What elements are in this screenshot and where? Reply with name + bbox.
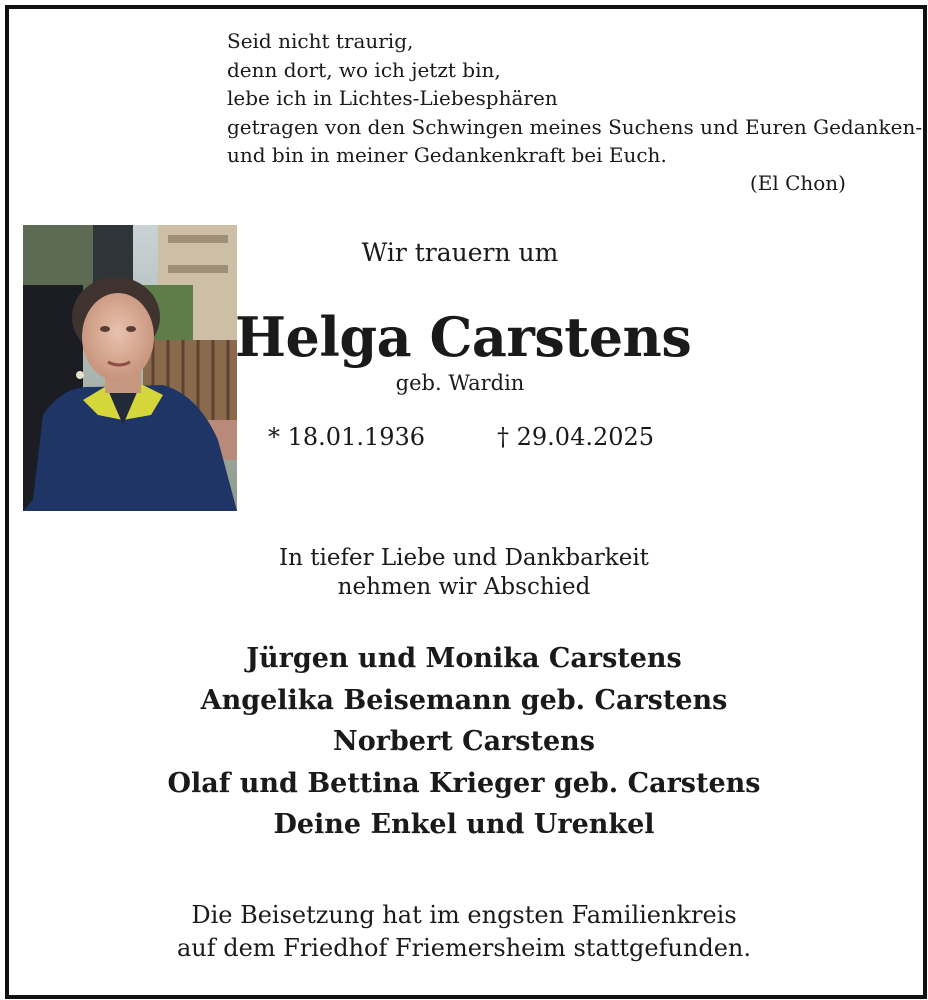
poem-line: denn dort, wo ich jetzt bin, [227,57,501,82]
farewell-text [0,544,928,602]
poem [227,27,923,170]
mourner-name: Jürgen und Monika Carstens [246,643,682,674]
mourners-list [0,638,928,846]
burial-line: auf dem Friedhof Friemersheim stattgefunden. [176,934,752,962]
mourner-name: Olaf und Bettina Krieger geb. Carstens [167,767,761,799]
burial-line: Die Beisetzung hat im engsten Familienkreis [191,901,737,929]
poem-line: lebe ich in Lichtes-Liebesphären [227,86,558,110]
farewell-line: nehmen wir Abschied [337,574,591,600]
poem-line: getragen von den Schwingen meines Suchens und Euren Gedanken- [227,114,923,139]
death-date: † 29.04.2025 [497,423,655,451]
mourner-name: Deine Enkel und Urenkel [273,809,655,840]
poem-line: Seid nicht traurig, [227,29,414,53]
portrait-photo [23,225,237,511]
poem-author: (El Chon) [749,171,846,195]
birth-date: * 18.01.1936 [268,423,426,451]
farewell-line: In tiefer Liebe und Dankbarkeit [279,545,649,571]
notice-intro: Wir trauern um [361,238,559,267]
poem-line: und bin in meiner Gedankenkraft bei Euch. [227,143,667,167]
burial-note [0,899,928,965]
portrait-illustration [23,225,237,511]
maiden-name: geb. Wardin [395,371,525,395]
deceased-name: Helga Carstens [235,305,692,369]
mourner-name: Angelika Beisemann geb. Carstens [200,684,728,716]
mourner-name: Norbert Carstens [333,726,595,757]
